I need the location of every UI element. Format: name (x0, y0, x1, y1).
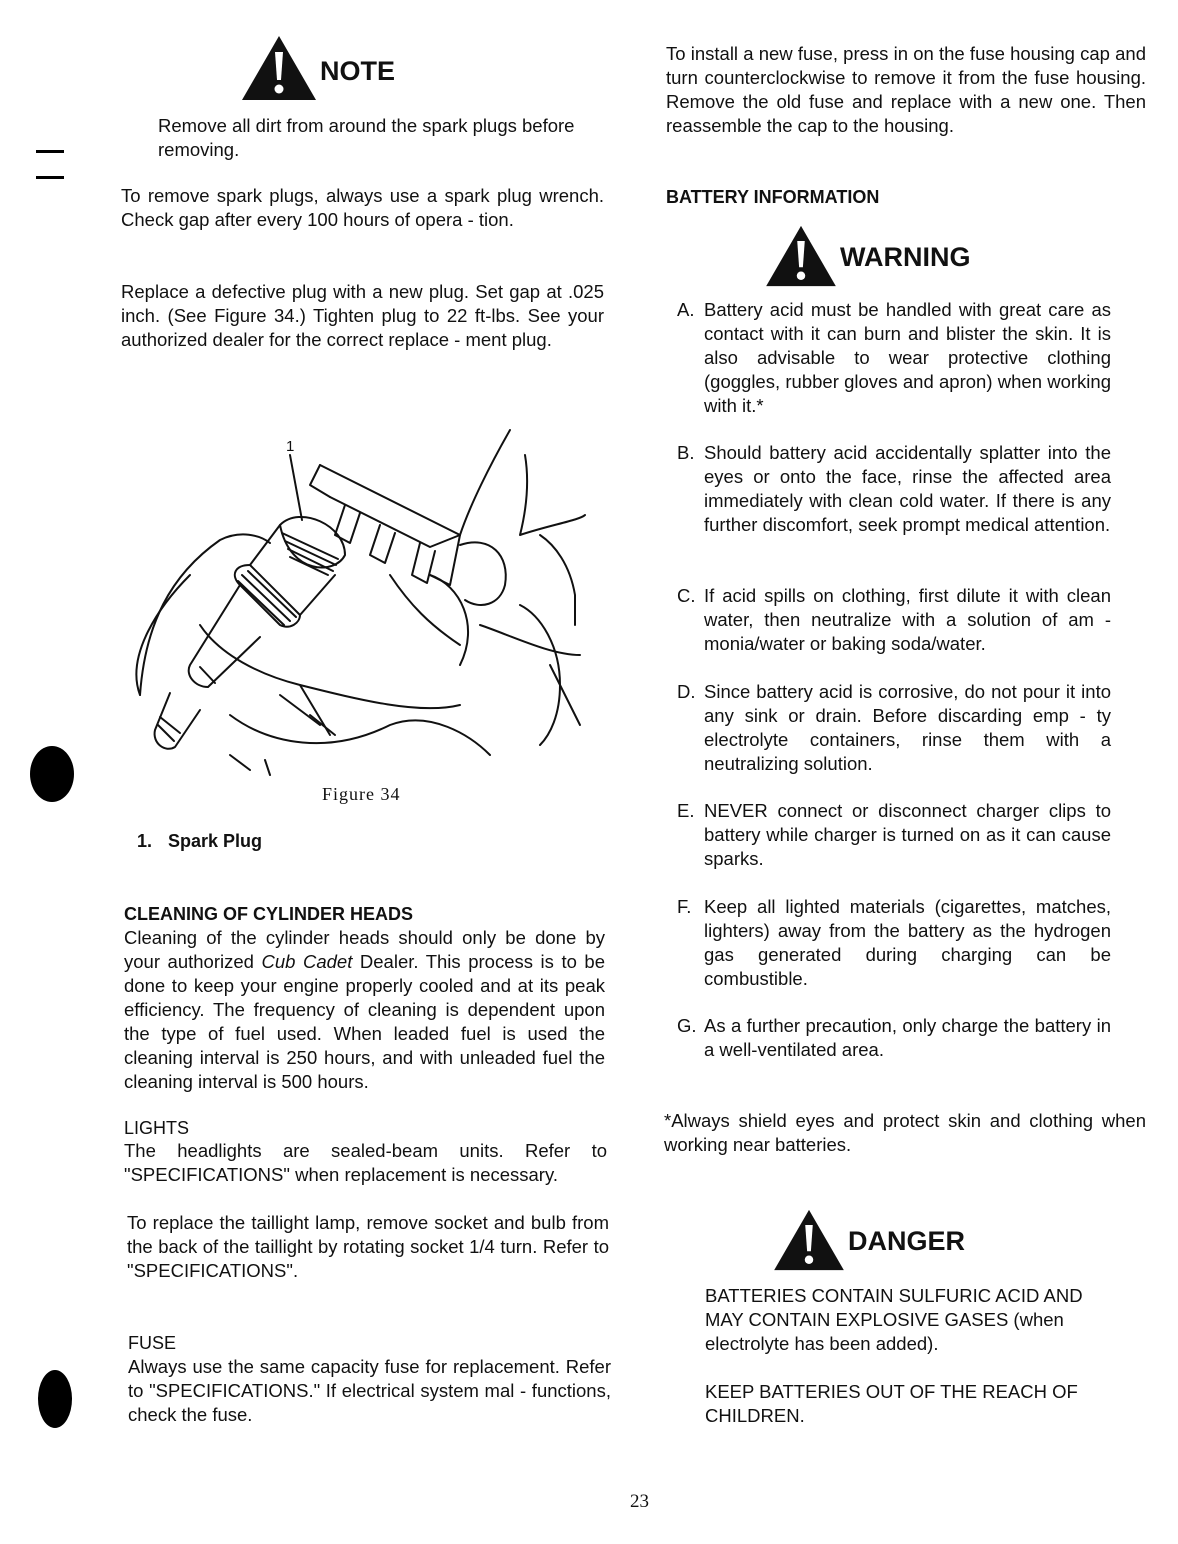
battery-item (677, 799, 1111, 871)
fuse-install-text: To install a new fuse, press in on the fuse housing cap and turn counterclockwise to remove it from the fuse housing. Remove the old fuse and replace with a new one. Then reassemble the cap to the housing. (666, 43, 1146, 136)
item-text: Since battery acid is corrosive, do not pour it into any sink or drain. Before discarding emp - ty electrolyte containers, rinse them with a neutralizing solution. (704, 681, 1111, 774)
danger-banner (772, 1208, 965, 1272)
item-text: If acid spills on clothing, first dilute it with clean water, then neutralize with a solution of am - monia/water or baking soda/water. (704, 585, 1111, 654)
figure-legend (137, 829, 262, 853)
cleaning-text-part: Cleaning of the cylinder heads should only be done by your authorized (124, 927, 605, 972)
brand-name: Cub Cadet (261, 951, 353, 972)
figure-caption: Figure 34 (322, 784, 401, 804)
note-label: NOTE (320, 56, 396, 86)
cleaning-text (124, 926, 605, 1094)
warning-label: WARNING (840, 242, 971, 272)
item-text: NEVER connect or disconnect charger clips to battery while charger is turned on as it can cause sparks. (704, 800, 1111, 869)
item-text: Should battery acid accidentally splatter into the eyes or onto the face, rinse the affected area immediately with clean cold water. If there is any further discomfort, seek prompt medical attention. (704, 442, 1111, 535)
danger-label: DANGER (848, 1226, 966, 1256)
spark-plug-replace-text: Replace a defective plug with a new plug. Set gap at .025 inch. (See Figure 34.) Tighten plug to 22 ft-lbs. See your authorized dealer for the correct replace - ment plug. (121, 281, 604, 350)
battery-item (677, 584, 1111, 656)
danger-children-text: KEEP BATTERIES OUT OF THE REACH OF CHILDREN. (705, 1381, 1078, 1426)
item-letter: G. (677, 1015, 697, 1036)
warning-triangle-icon (772, 1208, 846, 1272)
danger-text: BATTERIES CONTAIN SULFURIC ACID AND MAY CONTAIN EXPLOSIVE GASES (when electrolyte has been added). (705, 1285, 1083, 1354)
binder-mark (36, 150, 64, 153)
item-text: As a further precaution, only charge the battery in a well-ventilated area. (704, 1015, 1111, 1060)
legend-label: Spark Plug (168, 831, 263, 851)
cleaning-heading: CLEANING OF CYLINDER HEADS (124, 904, 414, 924)
note-banner (240, 34, 395, 102)
spark-plug-removal-text: To remove spark plugs, always use a spark plug wrench. Check gap after every 100 hours of opera - tion. (121, 185, 604, 230)
page-number: 23 (630, 1491, 649, 1512)
warning-triangle-icon (240, 34, 318, 102)
item-letter: B. (677, 442, 695, 463)
figure-callout: 1 (286, 438, 295, 455)
battery-item (677, 441, 1111, 537)
battery-footnote: *Always shield eyes and protect skin and clothing when working near batteries. (664, 1110, 1146, 1155)
item-letter: C. (677, 585, 696, 606)
warning-banner (764, 224, 971, 288)
cleaning-text-part: Dealer. This process is to be done to keep your engine properly cooled and at its peak efficiency. The frequency of cleaning is dependent upon the type of fuel used. When leaded fuel is used the cleaning interval is 250 hours, and with unleaded fuel the cleaning interval is 500 hours. (124, 951, 605, 1092)
item-text: Keep all lighted materials (cigarettes, matches, lighters) away from the battery as the hydrogen gas generated during charging can be combustible. (704, 896, 1111, 989)
battery-item (677, 895, 1111, 991)
fuse-text: Always use the same capacity fuse for replacement. Refer to "SPECIFICATIONS." If electrical system mal - functions, check the fuse. (128, 1356, 611, 1425)
legend-number: 1. (137, 831, 153, 851)
warning-triangle-icon (764, 224, 838, 288)
battery-item (677, 298, 1111, 418)
binder-hole (38, 1370, 72, 1428)
battery-item (677, 680, 1111, 776)
item-letter: E. (677, 800, 695, 821)
fuse-heading: FUSE (128, 1333, 177, 1353)
binder-hole (30, 746, 74, 802)
binder-mark (36, 176, 64, 179)
lights-heading: LIGHTS (124, 1118, 190, 1138)
item-letter: A. (677, 299, 695, 320)
taillight-text: To replace the taillight lamp, remove socket and bulb from the back of the taillight by rotating socket 1/4 turn. Refer to "SPECIFICATIONS". (127, 1212, 609, 1281)
item-text: Battery acid must be handled with great care as contact with it can burn and blister the skin. It is also advisable to wear protective clothing (goggles, rubber gloves and apron) when working with it.* (704, 299, 1111, 416)
battery-item (677, 1014, 1111, 1062)
figure-34 (130, 425, 600, 785)
item-letter: F. (677, 896, 692, 917)
battery-heading: BATTERY INFORMATION (666, 187, 880, 207)
item-letter: D. (677, 681, 696, 702)
spark-plug-wrench-illustration (130, 425, 600, 785)
note-text: Remove all dirt from around the spark plugs before removing. (158, 115, 575, 160)
headlights-text: The headlights are sealed-beam units. Refer to "SPECIFICATIONS" when replacement is necessary. (124, 1140, 607, 1185)
